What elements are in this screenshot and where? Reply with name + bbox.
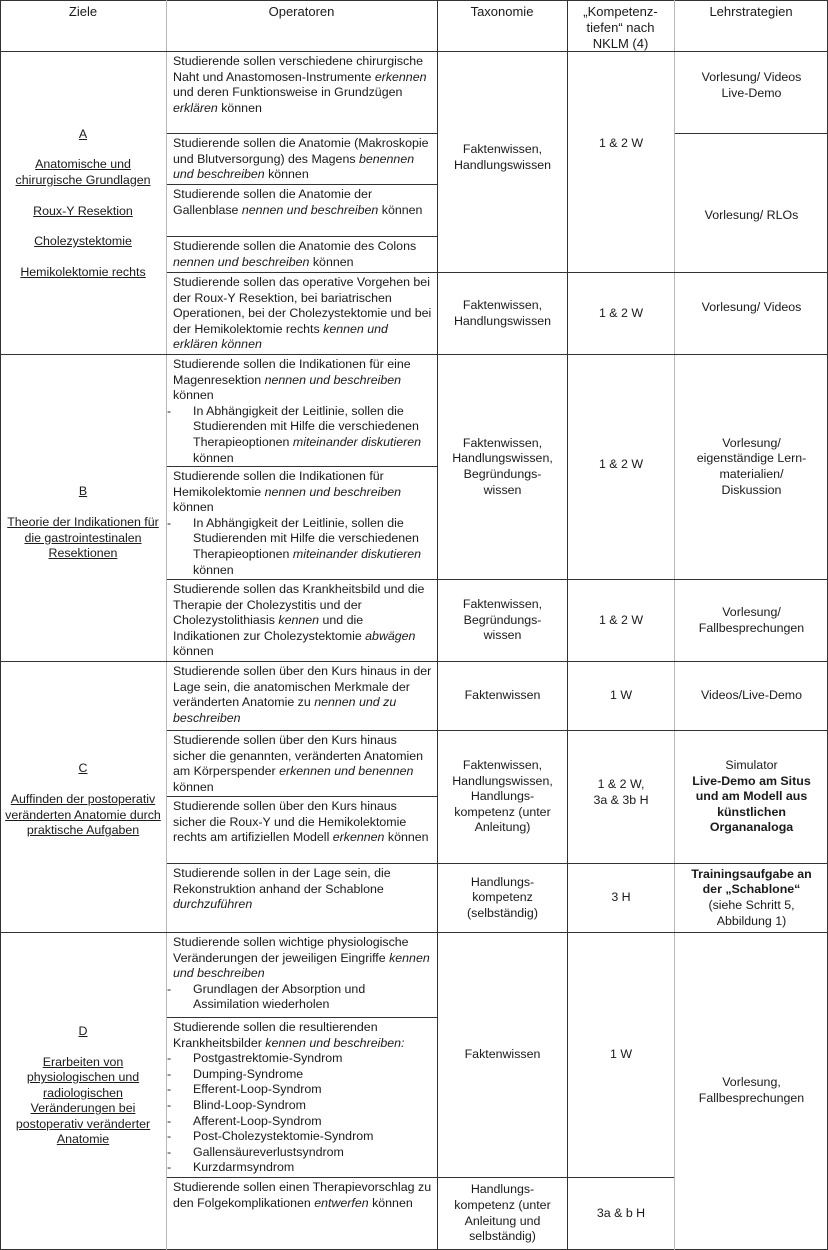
operator-subitem bbox=[167, 981, 433, 1013]
syndrome-name: Postgastrektomie-Syndrom bbox=[193, 1051, 343, 1066]
syndrome-name: Dumping-Syndrome bbox=[193, 1066, 304, 1081]
taxonomie-text: wissen bbox=[483, 628, 522, 643]
operator-verb: kennen und erklären können bbox=[173, 321, 388, 352]
lehr-text: Vorlesung/ Videos bbox=[701, 300, 802, 314]
operator-verb: nennen und beschreiben bbox=[241, 202, 379, 217]
operator-verb: abwägen bbox=[365, 628, 416, 643]
goal-letter: D bbox=[78, 1023, 88, 1038]
lehr-text: Simulator bbox=[725, 758, 778, 773]
taxonomie-c1 bbox=[438, 662, 567, 730]
operator-b2 bbox=[167, 467, 437, 579]
lehr-c1 bbox=[675, 662, 828, 730]
operator-a1 bbox=[167, 52, 437, 133]
operator-text: Studierende sollen die Anatomie des Colons bbox=[173, 239, 417, 253]
lehr-text-bold: und am Modell aus bbox=[695, 789, 808, 804]
taxonomie-text: wissen bbox=[483, 482, 522, 497]
operator-verb: benennen und beschreiben bbox=[173, 151, 415, 182]
header-taxonomie: Taxonomie bbox=[470, 4, 534, 19]
taxonomie-text: Handlungswissen, bbox=[452, 773, 553, 788]
lehr-text: Vorlesung/ bbox=[722, 435, 781, 450]
syndrome-list-item bbox=[167, 1051, 433, 1067]
syndrome-name: Gallensäureverlustsyndrom bbox=[193, 1144, 344, 1159]
kompetenz-text: 1 W bbox=[609, 1047, 633, 1062]
syndrome-list-item bbox=[167, 1082, 433, 1098]
operator-d2 bbox=[167, 1018, 437, 1177]
operator-text: können bbox=[173, 388, 214, 403]
operator-verb: erkennen und benennen bbox=[279, 764, 414, 779]
header-operatoren: Operatoren bbox=[268, 4, 335, 19]
lehr-text: Live-Demo bbox=[721, 85, 782, 100]
goal-title: Auffinden der postoperativ veränderten Anatomie durch praktische Aufgaben bbox=[5, 791, 161, 838]
taxonomie-text: Faktenwissen, Handlungswissen bbox=[453, 142, 552, 172]
operator-text: können bbox=[193, 562, 234, 577]
list-bullet: - bbox=[167, 1097, 172, 1112]
goal-a bbox=[0, 52, 166, 355]
operator-verb: nennen und zu beschreiben bbox=[173, 695, 397, 725]
kompetenz-a1 bbox=[568, 52, 674, 272]
taxonomie-text: kompetenz (unter bbox=[454, 1197, 551, 1212]
syndrome-name: Kurzdarmsyndrom bbox=[193, 1160, 295, 1175]
syndrome-list-item bbox=[167, 1129, 433, 1145]
operator-c2 bbox=[167, 731, 437, 796]
taxonomie-text: kompetenz (unter bbox=[454, 804, 551, 819]
syndrome-name: Efferent-Loop-Syndrom bbox=[193, 1082, 322, 1097]
kompetenz-text: 3 H bbox=[611, 890, 631, 905]
taxonomie-text: Faktenwissen, bbox=[462, 758, 543, 773]
operator-text: Studierende sollen die resultierenden Krankheitsbilder bbox=[173, 1020, 378, 1050]
operator-subitem bbox=[167, 403, 433, 466]
lehr-d bbox=[675, 933, 828, 1249]
operator-text: können bbox=[173, 779, 214, 794]
taxonomie-text: Handlungswissen, bbox=[452, 451, 553, 466]
taxonomie-a5 bbox=[438, 273, 567, 354]
operator-verb: kennen und beschreiben: bbox=[265, 1035, 405, 1050]
lehr-a2 bbox=[675, 134, 828, 272]
operator-a2 bbox=[167, 134, 437, 184]
list-bullet: - bbox=[167, 1066, 172, 1081]
operator-a5 bbox=[167, 273, 437, 354]
goal-letter: B bbox=[78, 484, 88, 499]
lehr-text-bold: Trainingsaufgabe an bbox=[691, 866, 812, 881]
lehr-b1 bbox=[675, 355, 828, 579]
operator-text: können bbox=[368, 1195, 413, 1210]
operator-text: können bbox=[217, 100, 262, 115]
operator-text: Studierende sollen die Indikationen für eine Magenresektion bbox=[173, 357, 411, 387]
operator-verb: miteinander diskutieren bbox=[292, 434, 421, 449]
taxonomie-text: Anleitung) bbox=[474, 820, 531, 835]
lehr-text: (siehe Schritt 5, bbox=[708, 898, 795, 912]
lehr-text: materialien/ bbox=[719, 467, 784, 481]
operator-verb: durchzuführen bbox=[173, 897, 253, 912]
lehr-c2 bbox=[675, 731, 828, 863]
goal-letter: A bbox=[78, 126, 88, 141]
lehr-a1 bbox=[675, 52, 828, 133]
header-kompetenz-line: NKLM (4) bbox=[592, 36, 649, 51]
taxonomie-text: Begründungs- bbox=[463, 612, 542, 627]
header-kompetenztiefen bbox=[567, 0, 674, 52]
lehr-text-bold: Organanaloga bbox=[709, 820, 794, 835]
operator-text: Studierende sollen in der Lage sein, die Rekonstruktion anhand der Schablone bbox=[173, 866, 391, 896]
goal-title: Hemikolektomie rechts bbox=[20, 264, 146, 279]
operator-text: Studierende sollen die Anatomie der Gallenblase bbox=[173, 187, 373, 217]
kompetenz-text: 1 & 2 W bbox=[598, 305, 644, 320]
list-bullet: - bbox=[167, 403, 172, 418]
lehr-text: Vorlesung/ Videos bbox=[701, 70, 802, 84]
lehr-a5 bbox=[675, 273, 828, 354]
operator-d3 bbox=[167, 1178, 437, 1249]
taxonomie-text: kompetenz bbox=[472, 890, 533, 905]
lehr-text: Vorlesung/ bbox=[722, 604, 781, 619]
operator-verb: entwerfen bbox=[314, 1195, 369, 1210]
taxonomie-text: Handlungs- bbox=[470, 1182, 535, 1197]
taxonomie-text: Begründungs- bbox=[463, 467, 542, 481]
operator-verb: erkennen bbox=[332, 830, 385, 845]
operator-text: Studierende sollen einen Therapievorschlag zu den Folgekomplikationen bbox=[173, 1180, 432, 1210]
operator-text: Grundlagen der Absorption und Assimilation wiederholen bbox=[193, 981, 366, 1012]
operator-verb: erkennen bbox=[374, 69, 427, 84]
kompetenz-a5 bbox=[568, 273, 674, 354]
taxonomie-text: selbständig) bbox=[469, 1229, 536, 1244]
operator-a3 bbox=[167, 185, 437, 236]
operator-text: Studierende sollen die Anatomie (Makroskopie und Blutversorgung) des Magens bbox=[173, 136, 429, 166]
operator-verb: nennen und beschreiben bbox=[264, 372, 402, 387]
operator-text: und deren Funktionsweise in Grundzügen bbox=[173, 85, 403, 100]
operator-c1 bbox=[167, 662, 437, 730]
lehr-text: Vorlesung/ RLOs bbox=[704, 208, 799, 223]
syndrome-list-item bbox=[167, 1097, 433, 1114]
lehr-text: Fallbesprechungen bbox=[698, 620, 805, 635]
syndrome-name: Blind-Loop-Syndrom bbox=[193, 1097, 306, 1112]
taxonomie-text: Faktenwissen bbox=[464, 688, 541, 703]
syndrome-list-item bbox=[167, 1160, 433, 1176]
list-bullet: - bbox=[167, 981, 172, 996]
header-ziele: Ziele bbox=[68, 4, 98, 19]
operator-text: können bbox=[309, 254, 354, 269]
syndrome-name: Post-Cholezystektomie-Syndrom bbox=[193, 1129, 374, 1144]
syndrome-list-item bbox=[167, 1144, 433, 1161]
list-bullet: - bbox=[167, 515, 172, 530]
operator-verb: kennen bbox=[278, 613, 320, 628]
operator-b1 bbox=[167, 355, 437, 466]
lehr-text: Abbildung 1) bbox=[716, 913, 787, 928]
operator-text: In Abhängigkeit der Leitlinie, sollen die Studierenden mit Hilfe die verschiedenen Therapieoptionen bbox=[193, 403, 419, 449]
kompetenz-d1 bbox=[568, 933, 674, 1177]
operator-text: können bbox=[264, 167, 309, 182]
list-bullet: - bbox=[167, 1082, 172, 1097]
kompetenz-c4 bbox=[568, 864, 674, 932]
taxonomie-text: Faktenwissen, bbox=[462, 597, 543, 612]
goal-d bbox=[0, 933, 166, 1249]
syndrome-list-item bbox=[167, 1066, 433, 1083]
operator-b3 bbox=[167, 580, 437, 661]
kompetenz-b3 bbox=[568, 580, 674, 661]
taxonomie-d1 bbox=[438, 933, 567, 1177]
list-bullet: - bbox=[167, 1160, 172, 1175]
operator-text: können bbox=[378, 202, 423, 217]
kompetenz-text: 1 & 2 W bbox=[598, 457, 644, 472]
taxonomie-text: Handlungs- bbox=[470, 874, 535, 889]
goal-b bbox=[0, 355, 166, 661]
goal-title: Roux-Y Resektion bbox=[33, 203, 133, 218]
goal-title: Cholezystektomie bbox=[34, 234, 132, 249]
operator-text: In Abhängigkeit der Leitlinie, sollen die Studierenden mit Hilfe die verschiedenen Therapieoptionen bbox=[193, 515, 419, 561]
operator-d1 bbox=[167, 933, 437, 1017]
list-bullet: - bbox=[167, 1113, 172, 1128]
taxonomie-text: Anleitung und bbox=[464, 1213, 541, 1228]
operator-verb: nennen und beschreiben bbox=[173, 254, 310, 269]
kompetenz-text: 1 & 2 W, bbox=[597, 777, 645, 792]
operator-a4 bbox=[167, 237, 437, 272]
syndrome-list bbox=[167, 1051, 433, 1176]
taxonomie-text: Handlungs- bbox=[470, 789, 535, 804]
operator-text: Studierende sollen über den Kurs hinaus sicher die genannten, veränderten Anatomien am Körperspender bbox=[173, 733, 424, 779]
operator-text: Studierende sollen über den Kurs hinaus sicher die Roux-Y und die Hemikolektomie rechts am artifiziellen Modell bbox=[173, 799, 407, 845]
goal-c bbox=[0, 662, 166, 932]
syndrome-name: Afferent-Loop-Syndrom bbox=[193, 1113, 322, 1128]
taxonomie-a1 bbox=[438, 52, 567, 272]
operator-text: Studierende sollen verschiedene chirurgische Naht und Anastomosen-Instrumente bbox=[173, 54, 424, 84]
taxonomie-d3 bbox=[438, 1178, 567, 1249]
goal-title: Anatomische und chirurgische Grundlagen bbox=[15, 157, 151, 187]
operator-verb: kennen und beschreiben bbox=[173, 950, 430, 981]
lehr-text: Diskussion bbox=[721, 482, 782, 497]
taxonomie-text: Faktenwissen, bbox=[462, 435, 543, 450]
kompetenz-c1 bbox=[568, 662, 674, 730]
header-lehrstrategien: Lehrstrategien bbox=[709, 4, 793, 19]
kompetenz-text: 3a & 3b H bbox=[593, 793, 649, 807]
kompetenz-text: 3a & b H bbox=[596, 1205, 646, 1220]
kompetenz-d3 bbox=[568, 1178, 674, 1249]
lehr-c4 bbox=[675, 864, 828, 932]
goal-title: Erarbeiten von physiologischen und radiologischen Veränderungen bei postoperativ veränderter Anatomie bbox=[15, 1054, 151, 1147]
operator-text: Studierende sollen wichtige physiologische Veränderungen der jeweiligen Eingriffe bbox=[173, 935, 409, 965]
operator-c3 bbox=[167, 797, 437, 863]
taxonomie-b1 bbox=[438, 355, 567, 579]
syndrome-list-item bbox=[167, 1113, 433, 1130]
goal-title: Theorie der Indikationen für die gastrointestinalen Resektionen bbox=[7, 514, 159, 561]
lehr-text: Videos/Live-Demo bbox=[700, 688, 802, 703]
operator-c4 bbox=[167, 864, 437, 932]
operator-text: können bbox=[384, 830, 429, 845]
taxonomie-c2 bbox=[438, 731, 567, 863]
taxonomie-text: Faktenwissen bbox=[464, 1047, 541, 1062]
operator-text: können bbox=[173, 644, 214, 659]
lehr-text-bold: der „Schablone“ bbox=[702, 882, 801, 897]
list-bullet: - bbox=[167, 1051, 172, 1066]
lehr-text: eigenständige Lern- bbox=[696, 451, 807, 466]
operator-verb: erklären bbox=[173, 100, 218, 115]
taxonomie-b3 bbox=[438, 580, 567, 661]
kompetenz-c2 bbox=[568, 731, 674, 863]
taxonomie-text: (selbständig) bbox=[467, 905, 538, 920]
lehr-text: Vorlesung, bbox=[722, 1075, 781, 1090]
operator-text: Studierende sollen die Indikationen für Hemikolektomie bbox=[173, 469, 384, 499]
lehr-text: Fallbesprechungen bbox=[698, 1091, 805, 1105]
operator-subitem bbox=[167, 515, 433, 578]
operator-text: können bbox=[193, 450, 234, 465]
lehr-text-bold: Live-Demo am Situs bbox=[692, 773, 811, 788]
taxonomie-text: Faktenwissen, Handlungswissen bbox=[453, 297, 552, 328]
header-kompetenz-line: „Kompetenz- bbox=[583, 4, 658, 19]
operator-verb: miteinander diskutieren bbox=[292, 546, 421, 561]
operator-text: können bbox=[173, 500, 214, 515]
lehr-text-bold: künstlichen bbox=[717, 804, 786, 819]
operator-text: und die Indikationen zur Cholezystektomie bbox=[173, 613, 366, 643]
kompetenz-text: 1 W bbox=[609, 688, 633, 703]
list-bullet: - bbox=[167, 1144, 172, 1159]
taxonomie-c4 bbox=[438, 864, 567, 932]
header-kompetenz-line: tiefen“ nach bbox=[586, 20, 655, 35]
goal-letter: C bbox=[78, 761, 88, 776]
operator-text: Studierende sollen über den Kurs hinaus in der Lage sein, die anatomischen Merkmale der veränderten Anatomie zu bbox=[173, 664, 432, 710]
operator-text: Studierende sollen das Krankheitsbild und die Therapie der Cholezystitis und der Cholezystolithiasis bbox=[173, 582, 425, 628]
operator-verb: nennen und beschreiben bbox=[264, 484, 402, 499]
kompetenz-b1 bbox=[568, 355, 674, 579]
kompetenz-text: 1 & 2 W bbox=[598, 612, 644, 627]
list-bullet: - bbox=[167, 1129, 172, 1144]
lehr-b3 bbox=[675, 580, 828, 661]
operator-text: Studierende sollen das operative Vorgehen bei der Roux-Y Resektion, bei bariatrischen Operationen, bei der Cholezystektomie und bei der Hemikolektomie rechts bbox=[173, 275, 432, 336]
kompetenz-text: 1 & 2 W bbox=[598, 136, 644, 151]
